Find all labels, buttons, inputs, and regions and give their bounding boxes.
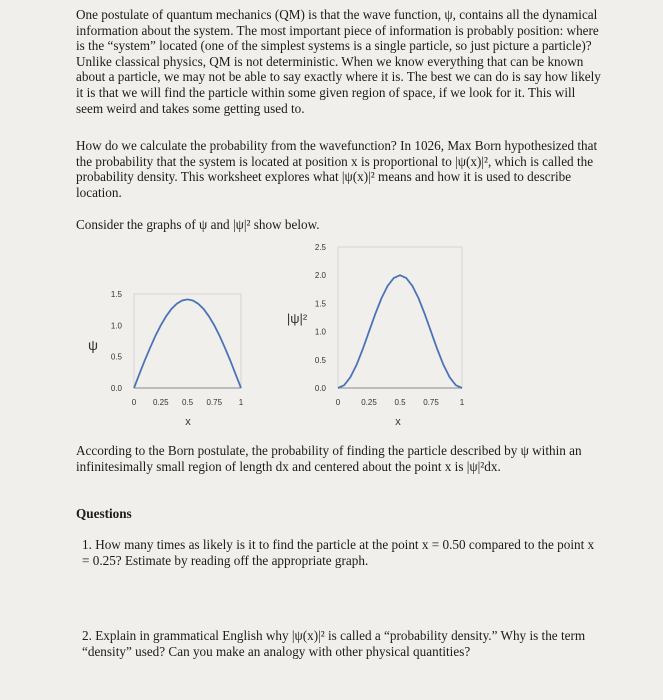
graphs-intro: Consider the graphs of ψ and |ψ|² show below. <box>76 217 320 232</box>
intro-paragraph: One postulate of quantum mechanics (QM) is that the wave function, ψ, contains all the dynamical information about the system. The most important piece of information is probably position: where is the “system” located (one of the simplest systems is a single particle, so just picture a particle)? Unlike classical physics, QM is not deterministic. When we know everything that can be known about a particle, we may not be able to say exactly where it is. The best we can do is say how likely it is that we will find the particle within some given region of space, if we look for it. This will seem weird and takes some getting used to. <box>76 7 601 116</box>
psi-x-tick-label: 0.5 <box>181 398 194 407</box>
psi-squared-y-tick-label: 0.5 <box>314 355 326 365</box>
psi-squared-x-tick-label: 0.5 <box>394 398 406 407</box>
psi-squared-x-tick-label: 0 <box>335 398 341 407</box>
born-paragraph: How do we calculate the probability from the wavefunction? In 1026, Max Born hypothesized that the probability that the system is located at position x is proportional to |ψ(x)|², which is called the probability density. This worksheet explores what |ψ(x)|² means and how it is used to describe location. <box>76 138 598 200</box>
born-postulate-paragraph: According to the Born postulate, the probability of finding the particle described by ψ within an infinitesimally small region of length dx and centered about the point x is |ψ|²dx. <box>76 443 582 474</box>
psi-y-tick-label: 1.0 <box>110 321 122 331</box>
psi-y-tick-label: 1.5 <box>110 290 122 299</box>
psi-x-tick-label: 0.25 <box>152 398 169 407</box>
psi-squared-x-tick-label: 1 <box>459 398 465 407</box>
psi-squared-y-axis-label: |ψ|² <box>286 311 308 326</box>
question-1-text: How many times as likely is it to find the particle at the point x = 0.50 compared to the point x = 0.25? Estimate by reading off the appropriate graph. <box>82 537 595 568</box>
question-1 <box>82 537 602 568</box>
psi-squared-y-tick-label: 1.0 <box>314 327 326 337</box>
psi-squared-y-tick-label: 2.5 <box>314 243 326 252</box>
psi-squared-x-tick-label: 0.75 <box>423 398 439 407</box>
psi-x-axis-label: x <box>185 416 191 428</box>
question-2 <box>82 628 602 659</box>
psi-squared-x-tick-label: 0.25 <box>361 398 377 407</box>
question-2-number: 2. <box>82 628 92 643</box>
psi-x-tick-label: 0 <box>131 398 137 407</box>
psi-x-tick-label: 0.75 <box>206 398 223 407</box>
psi-y-tick-label: 0.0 <box>110 384 122 393</box>
psi-squared-y-tick-label: 1.5 <box>314 299 326 309</box>
psi-squared-curve <box>338 275 462 388</box>
question-2-text: Explain in grammatical English why |ψ(x)|² is called a “probability density.” Why is the term “density” used? Can you make an analogy with other physical quantities? <box>82 628 586 659</box>
questions-heading: Questions <box>76 506 132 521</box>
psi-squared-plot-frame <box>338 247 462 388</box>
psi-squared-y-tick-label: 2.0 <box>314 271 326 281</box>
psi-squared-y-tick-label: 0.0 <box>314 384 326 393</box>
psi-x-tick-label: 1 <box>238 398 244 407</box>
question-1-number: 1. <box>82 537 92 552</box>
psi-squared-x-axis-label: x <box>395 416 401 428</box>
psi-y-tick-label: 0.5 <box>110 352 122 362</box>
psi-y-axis-label: ψ <box>88 337 98 353</box>
